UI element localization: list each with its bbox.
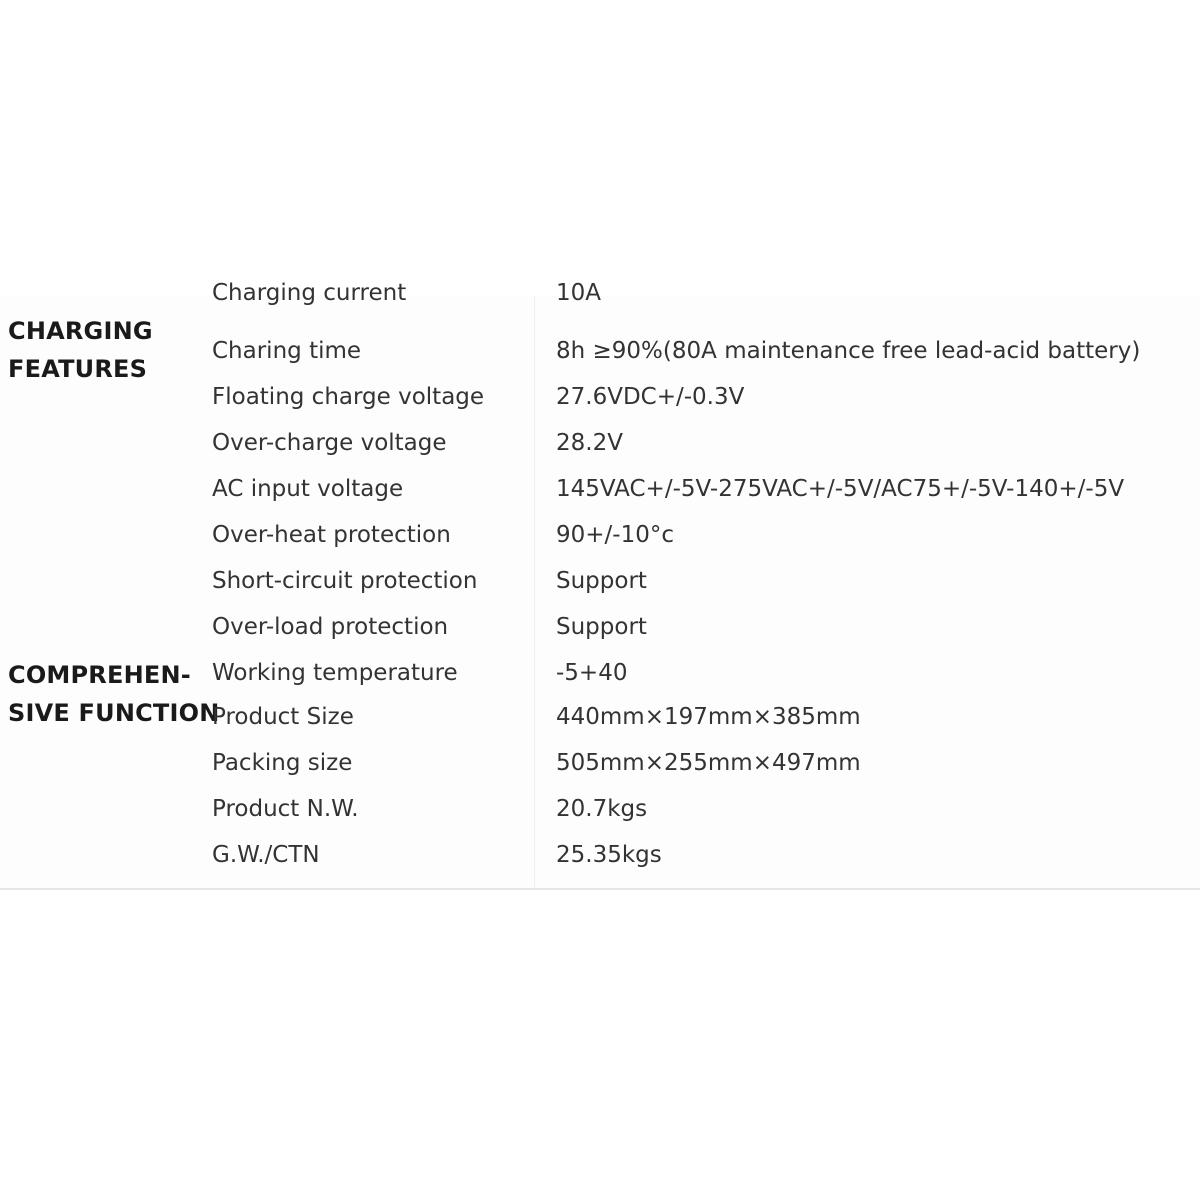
- spec-label: AC input voltage: [212, 476, 404, 502]
- spec-row: [0, 694, 1200, 740]
- spec-value: 10A: [556, 280, 602, 306]
- spec-row: [0, 740, 1200, 786]
- category-label-line: COMPREHEN-: [8, 661, 191, 689]
- spec-value: 8h ≥90%(80A maintenance free lead-acid battery): [556, 338, 1141, 364]
- spec-row: [0, 558, 1200, 604]
- spec-value: Support: [556, 614, 647, 640]
- spec-value: 27.6VDC+/-0.3V: [556, 384, 745, 410]
- spec-row: [0, 832, 1200, 878]
- spec-value: 28.2V: [556, 430, 623, 456]
- spec-label: G.W./CTN: [212, 842, 320, 868]
- spec-label: Working temperature: [212, 660, 458, 686]
- spec-row: [0, 650, 1200, 696]
- spec-label: Charing time: [212, 338, 362, 364]
- spec-value: 440mm×197mm×385mm: [556, 704, 861, 730]
- spec-row: [0, 604, 1200, 650]
- spec-row: [0, 374, 1200, 420]
- spec-row: [0, 512, 1200, 558]
- spec-value: 25.35kgs: [556, 842, 662, 868]
- spec-label: Over-load protection: [212, 614, 449, 640]
- spec-value: -5+40: [556, 660, 628, 686]
- spec-label: Product N.W.: [212, 796, 359, 822]
- spec-value: 505mm×255mm×497mm: [556, 750, 861, 776]
- category-label-line: CHARGING: [8, 317, 153, 345]
- spec-value: 20.7kgs: [556, 796, 648, 822]
- spec-label: Short-circuit protection: [212, 568, 478, 594]
- spec-table: [0, 280, 1200, 890]
- spec-value: 145VAC+/-5V-275VAC+/-5V/AC75+/-5V-140+/-5V: [556, 476, 1125, 502]
- spec-label: Over-charge voltage: [212, 430, 447, 456]
- spec-value: 90+/-10°c: [556, 522, 674, 548]
- spec-row: [0, 328, 1200, 374]
- spec-label: Product Size: [212, 704, 354, 730]
- spec-row: [0, 466, 1200, 512]
- spec-label: Packing size: [212, 750, 353, 776]
- category-label-line: SIVE FUNCTION: [8, 699, 220, 727]
- category-label-line: FEATURES: [8, 355, 148, 383]
- spec-value: Support: [556, 568, 647, 594]
- spec-label: Floating charge voltage: [212, 384, 485, 410]
- spec-row: [0, 786, 1200, 832]
- spec-label: Over-heat protection: [212, 522, 451, 548]
- spec-row: [0, 420, 1200, 466]
- spec-label: Charging current: [212, 280, 407, 306]
